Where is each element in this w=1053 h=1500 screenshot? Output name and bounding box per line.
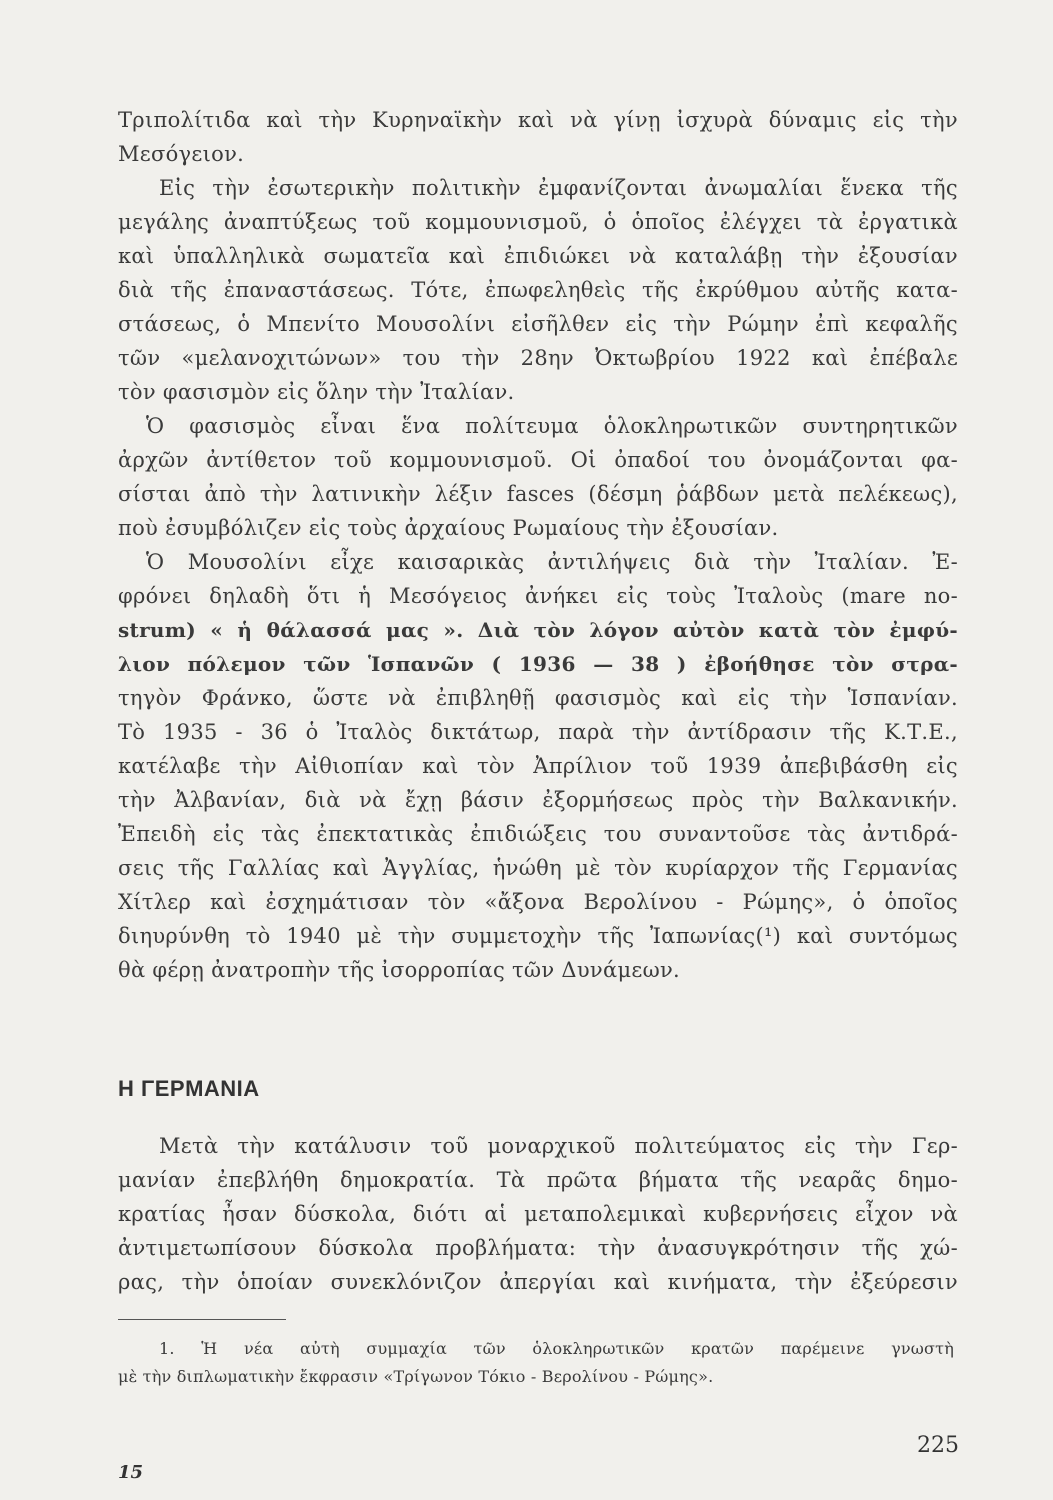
text-line: Τὸ 1935 - 36 ὁ Ἰταλὸς δικτάτωρ, παρὰ τὴν ἀντίδρασιν τῆς Κ.Τ.Ε.,: [118, 720, 958, 744]
text-line: ἀρχῶν ἀντίθετον τοῦ κομμουνισμοῦ. Οἱ ὀπαδοί του ὀνομάζονται φα-: [118, 448, 958, 472]
signature-mark: 15: [118, 1462, 144, 1483]
footnote-divider: [118, 1319, 286, 1320]
text-line: τηγὸν Φράνκο, ὥστε νὰ ἐπιβληθῇ φασισμὸς καὶ εἰς τὴν Ἱσπανίαν.: [118, 686, 958, 710]
text-line: Χίτλερ καὶ ἐσχημάτισαν τὸν «ἄξονα Βερολίνου - Ρώμης», ὁ ὁποῖος: [118, 890, 958, 914]
text-line: φρόνει δηλαδὴ ὅτι ἡ Μεσόγειος ἀνήκει εἰς τοὺς Ἰταλοὺς (mare no-: [118, 584, 958, 608]
text-line: Ὁ φασισμὸς εἶναι ἕνα πολίτευμα ὁλοκληρωτικῶν συντηρητικῶν: [146, 414, 958, 438]
text-line: διηυρύνθη τὸ 1940 μὲ τὴν συμμετοχὴν τῆς Ἰαπωνίας(¹) καὶ συντόμως: [118, 924, 958, 948]
text-line: τῶν «μελανοχιτώνων» του τὴν 28ην Ὀκτωβρίου 1922 καὶ ἐπέβαλε: [118, 346, 958, 370]
text-line: ἀντιμετωπίσουν δύσκολα προβλήματα: τὴν ἀνασυγκρότησιν τῆς χώ-: [118, 1236, 958, 1260]
text-line: Μετὰ τὴν κατάλυσιν τοῦ μοναρχικοῦ πολιτεύματος εἰς τὴν Γερ-: [159, 1134, 958, 1158]
section-heading: Η ΓΕΡΜΑΝΙΑ: [118, 1076, 260, 1101]
text-line: καὶ ὑπαλληλικὰ σωματεῖα καὶ ἐπιδιώκει νὰ καταλάβῃ τὴν ἐξουσίαν: [118, 244, 958, 268]
text-line: μεγάλης ἀναπτύξεως τοῦ κομμουνισμοῦ, ὁ ὁποῖος ἐλέγχει τὰ ἐργατικὰ: [118, 210, 958, 234]
text-line: ποὺ ἐσυμβόλιζεν εἰς τοὺς ἀρχαίους Ρωμαίους τὴν ἐξουσίαν.: [118, 516, 779, 540]
text-line: ρας, τὴν ὁποίαν συνεκλόνιζον ἀπεργίαι καὶ κινήματα, τὴν ἐξεύρεσιν: [118, 1270, 958, 1294]
text-line: κρατίας ἦσαν δύσκολα, διότι αἱ μεταπολεμικαὶ κυβερνήσεις εἶχον νὰ: [118, 1202, 958, 1226]
text-line: σεις τῆς Γαλλίας καὶ Ἀγγλίας, ἡνώθη μὲ τὸν κυρίαρχον τῆς Γερμανίας: [118, 856, 958, 880]
footnote-line: 1. Ἡ νέα αὐτὴ συμμαχία τῶν ὁλοκληρωτικῶν κρατῶν παρέμεινε γνωστὴ: [159, 1339, 954, 1358]
text-line: strum) « ἡ θάλασσά μας ». Διὰ τὸν λόγον αὐτὸν κατὰ τὸν ἐμφύ-: [118, 618, 958, 642]
text-line: Τριπολίτιδα καὶ τὴν Κυρηναϊκὴν καὶ νὰ γίνῃ ἰσχυρὰ δύναμις εἰς τὴν: [118, 108, 958, 132]
text-line: στάσεως, ὁ Μπενίτο Μουσολίνι εἰσῆλθεν εἰς τὴν Ρώμην ἐπὶ κεφαλῆς: [118, 312, 958, 336]
footnote-line: μὲ τὴν διπλωματικὴν ἔκφρασιν «Τρίγωνον Τόκιο - Βερολίνου - Ρώμης».: [118, 1367, 714, 1386]
text-line: Εἰς τὴν ἐσωτερικὴν πολιτικὴν ἐμφανίζονται ἀνωμαλίαι ἕνεκα τῆς: [159, 176, 958, 200]
text-line: κατέλαβε τὴν Αἰθιοπίαν καὶ τὸν Ἀπρίλιον τοῦ 1939 ἀπεβιβάσθη εἰς: [118, 754, 958, 778]
text-line: Ἐπειδὴ εἰς τὰς ἐπεκτατικὰς ἐπιδιώξεις του συναντοῦσε τὰς ἀντιδρά-: [118, 822, 958, 846]
text-line: σίσται ἀπὸ τὴν λατινικὴν λέξιν fasces (δέσμη ῥάβδων μετὰ πελέκεως),: [118, 482, 958, 506]
text-line: τὸν φασισμὸν εἰς ὅλην τὴν Ἰταλίαν.: [118, 380, 515, 404]
text-line: τὴν Ἀλβανίαν, διὰ νὰ ἔχῃ βάσιν ἐξορμήσεως πρὸς τὴν Βαλκανικήν.: [118, 788, 958, 812]
page-number: 225: [917, 1433, 959, 1458]
text-line: Μεσόγειον.: [118, 142, 245, 166]
text-line: διὰ τῆς ἐπαναστάσεως. Τότε, ἐπωφεληθεὶς τῆς ἐκρύθμου αὐτῆς κατα-: [118, 278, 958, 302]
text-line: λιον πόλεμον τῶν Ἱσπανῶν ( 1936 — 38 ) ἐβοήθησε τὸν στρα-: [118, 652, 958, 676]
text-line: Ὁ Μουσολίνι εἶχε καισαρικὰς ἀντιλήψεις διὰ τὴν Ἰταλίαν. Ἐ-: [146, 550, 958, 574]
text-line: θὰ φέρῃ ἀνατροπὴν τῆς ἰσορροπίας τῶν Δυνάμεων.: [118, 958, 681, 982]
text-line: μανίαν ἐπεβλήθη δημοκρατία. Τὰ πρῶτα βήματα τῆς νεαρᾶς δημο-: [118, 1168, 958, 1192]
